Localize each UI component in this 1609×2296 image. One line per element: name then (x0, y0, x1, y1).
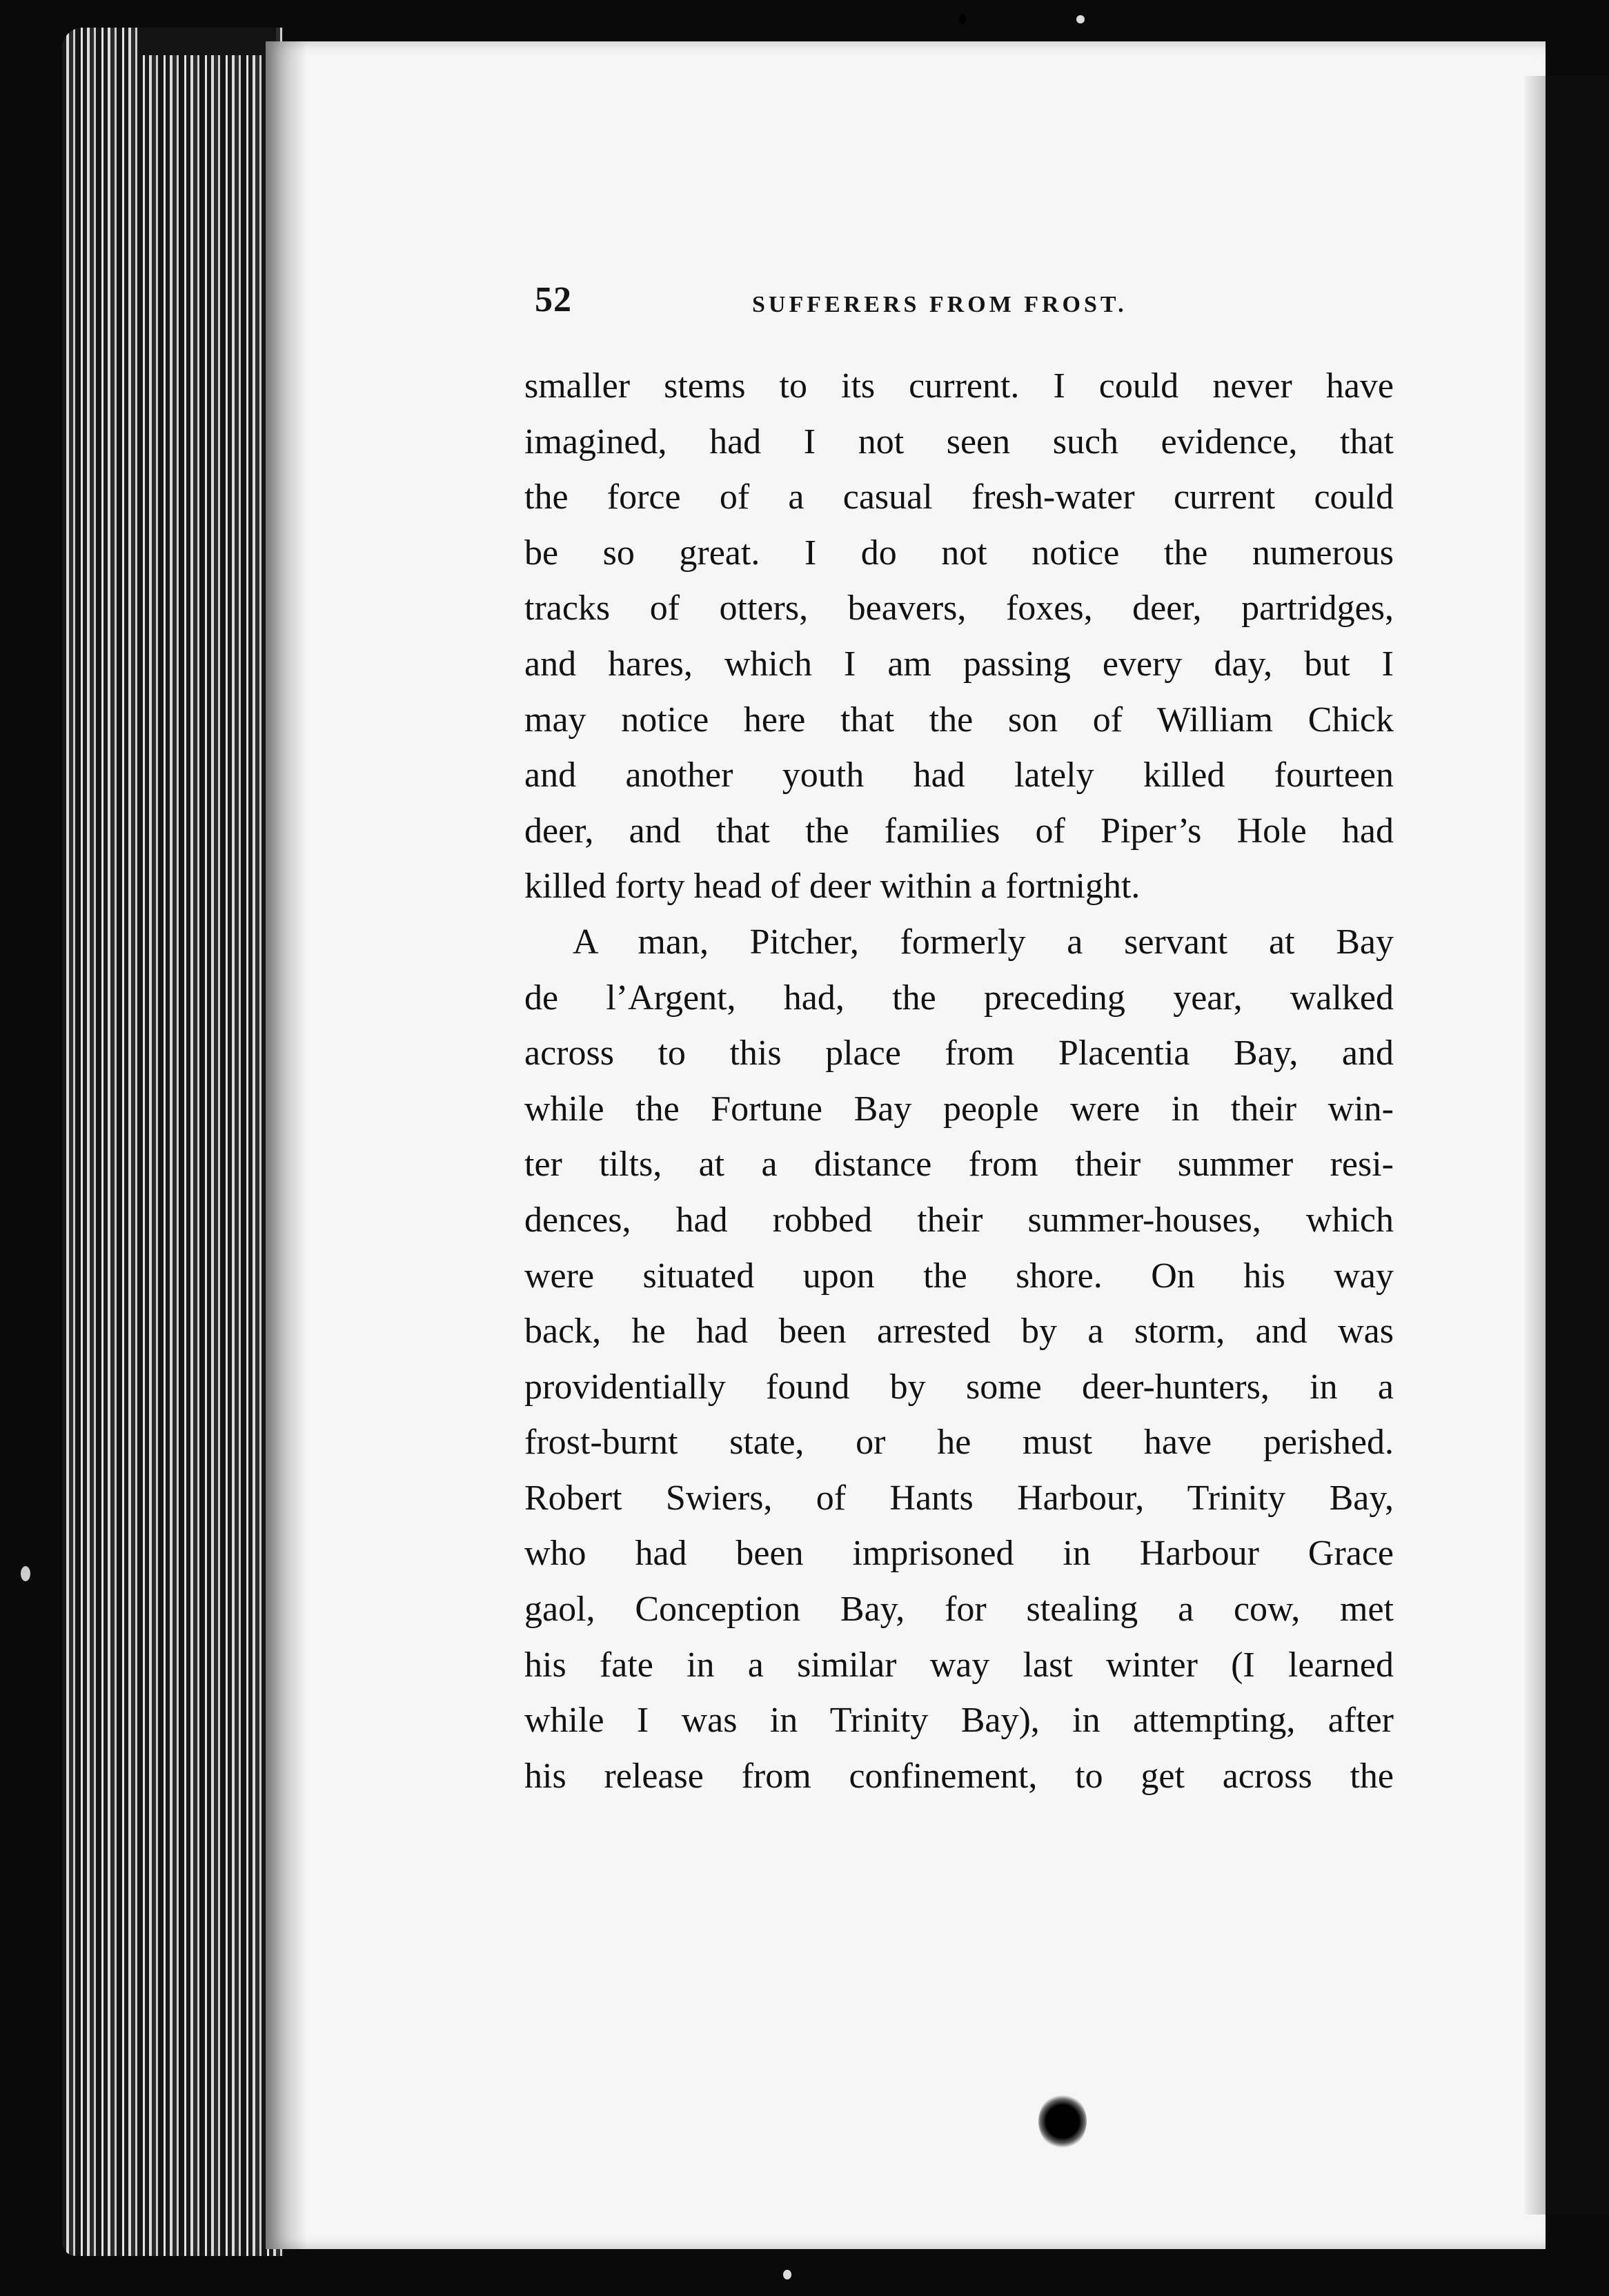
text-line: his fate in a similar way last winter (I learned (524, 1645, 1394, 1685)
text-line: and another youth had lately killed fourteen (524, 755, 1394, 795)
page-header (535, 279, 1390, 328)
text-line: providentially found by some deer-hunters, in a (524, 1367, 1394, 1407)
text-line: back, he had been arrested by a storm, and was (524, 1312, 1394, 1352)
body-text (524, 359, 1394, 1804)
text-line: dences, had robbed their summer-houses, which (524, 1200, 1394, 1240)
right-dark-margin (1546, 76, 1609, 2215)
text-line: killed forty head of deer within a fortnight. (524, 867, 1141, 907)
book-binding-top (138, 28, 276, 55)
dust-speck (783, 2270, 791, 2279)
gutter-shadow (266, 41, 307, 2249)
text-line: be so great. I do not notice the numerous (524, 533, 1394, 573)
ink-blot (1038, 2094, 1087, 2149)
text-line: de l’Argent, had, the preceding year, walked (524, 978, 1394, 1018)
text-line: may notice here that the son of William Chick (524, 700, 1394, 740)
text-line: his release from confinement, to get across the (524, 1756, 1394, 1796)
text-line: smaller stems to its current. I could never have (524, 366, 1394, 406)
text-line: were situated upon the shore. On his way (524, 1256, 1394, 1296)
dust-speck (1076, 15, 1085, 23)
text-line: across to this place from Placentia Bay, and (524, 1033, 1394, 1073)
text-line: while I was in Trinity Bay), in attempting, after (524, 1701, 1394, 1741)
text-line: frost-burnt state, or he must have perished. (524, 1423, 1394, 1463)
dust-speck (21, 1566, 30, 1581)
running-title: SUFFERERS FROM FROST. (752, 292, 1127, 317)
text-line: and hares, which I am passing every day, but I (524, 644, 1394, 684)
text-line: ter tilts, at a distance from their summer resi- (524, 1145, 1394, 1185)
text-line: who had been imprisoned in Harbour Grace (524, 1534, 1394, 1574)
text-line: imagined, had I not seen such evidence, that (524, 422, 1394, 462)
dust-speck (959, 14, 966, 25)
text-line: tracks of otters, beavers, foxes, deer, partridges, (524, 588, 1394, 629)
text-line: gaol, Conception Bay, for stealing a cow, met (524, 1590, 1394, 1630)
text-line: the force of a casual fresh-water current could (524, 477, 1394, 517)
text-line: while the Fortune Bay people were in their win- (524, 1089, 1394, 1129)
right-page-edge (1525, 76, 1548, 2215)
text-line: A man, Pitcher, formerly a servant at Bay (573, 922, 1394, 962)
text-line: Robert Swiers, of Hants Harbour, Trinity Bay, (524, 1478, 1394, 1518)
book-page-edges (62, 28, 283, 2256)
text-line: deer, and that the families of Piper’s Hole had (524, 811, 1394, 851)
page-number: 52 (535, 280, 572, 319)
